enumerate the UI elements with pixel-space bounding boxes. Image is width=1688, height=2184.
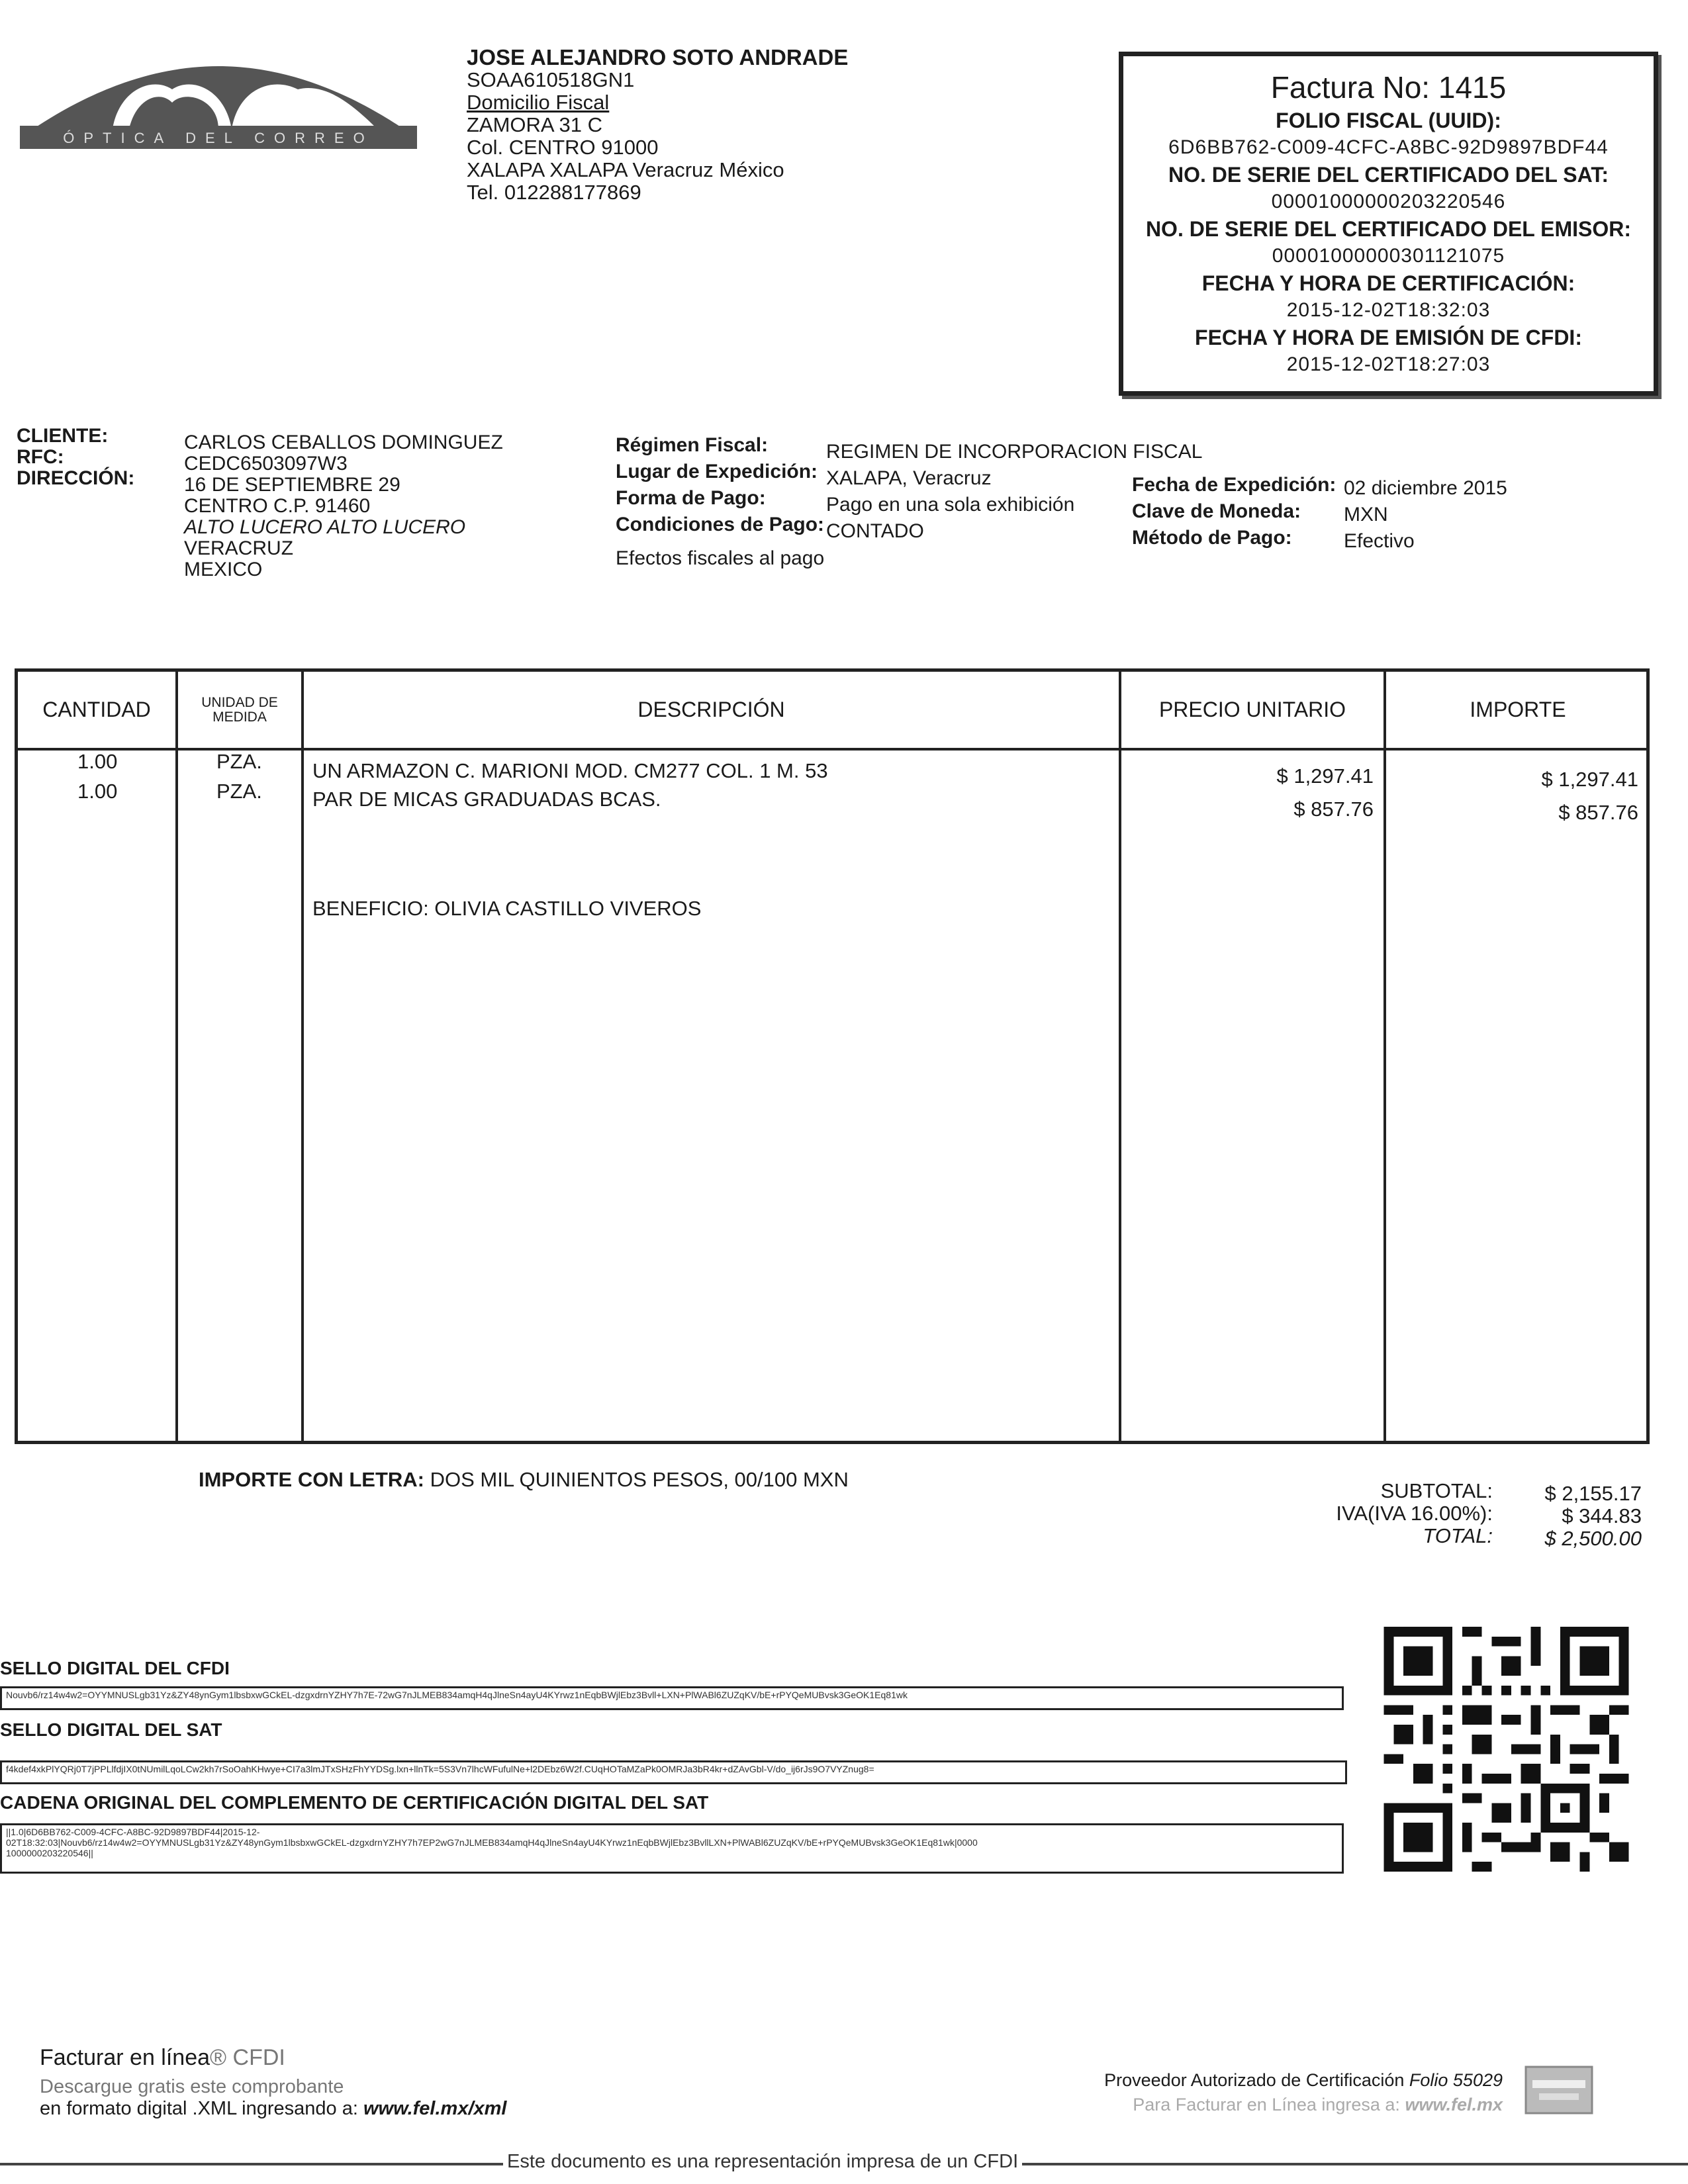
footer-xml-link[interactable]: www.fel.mx/xml: [363, 2098, 507, 2119]
folio-label: FOLIO FISCAL (UUID):: [1276, 109, 1501, 132]
footer-line-3-prefix: en formato digital .XML ingresando a:: [40, 2098, 363, 2119]
regimen-value: REGIMEN DE INCORPORACION FISCAL: [826, 441, 1203, 463]
totals-values: [1503, 1482, 1642, 1550]
emision-date-value: 2015-12-02T18:27:03: [1286, 353, 1491, 375]
proveedor-link[interactable]: www.fel.mx: [1405, 2095, 1503, 2115]
table-divider: [301, 672, 304, 1441]
forma-value: Pago en una sola exhibición: [826, 494, 1075, 516]
issuer-city: XALAPA XALAPA Veracruz México: [467, 158, 784, 181]
sello-sat-box: f4kdef4xkPlYQRj0T7jPPLlfdjIX0tNUmilLqoLCw2kh7rSoOahKHwye+CI7a3lmJTxSHzFhYYDSg.lxn+llnTk=5S3Vn7lhcWFufulNe+l2DEbz6W2f.CUqHOTaMZaPk0OMRJa3bR4kr+dZAvGbl-V/do_ij6rJs9O7VYZnug8=: [0, 1760, 1347, 1784]
beneficio-note: BENEFICIO: OLIVIA CASTILLO VIVEROS: [312, 897, 702, 920]
lugar-label: Lugar de Expedición:: [616, 461, 818, 482]
table-divider: [1383, 672, 1386, 1441]
row-1-unidad: PZA.: [216, 750, 262, 773]
emisor-cert-label: NO. DE SERIE DEL CERTIFICADO DEL EMISOR:: [1145, 217, 1632, 241]
moneda-label: Clave de Moneda:: [1132, 500, 1301, 522]
rfc-label: RFC:: [17, 446, 64, 468]
iva-label: IVA(IVA 16.00%):: [1336, 1502, 1493, 1525]
folio-value: 6D6BB762-C009-4CFC-A8BC-92D9897BDF44: [1168, 136, 1609, 158]
footer-left: [40, 2045, 506, 2120]
total-value: $ 2,500.00: [1544, 1527, 1642, 1550]
total-label: TOTAL:: [1423, 1524, 1493, 1547]
metodo-label: Método de Pago:: [1132, 527, 1292, 549]
client-addr-2: CENTRO C.P. 91460: [184, 495, 371, 517]
proveedor-prefix: Proveedor Autorizado de Certificación: [1104, 2070, 1409, 2090]
table-header-rule: [18, 748, 1646, 751]
footer-brand: [40, 2045, 506, 2071]
footer-line-2: Descargue gratis este comprobante: [40, 2076, 344, 2097]
condiciones-value: CONTADO: [826, 520, 924, 542]
row-2-cantidad: 1.00: [77, 780, 118, 803]
table-divider: [175, 672, 178, 1441]
footer-brand-suffix: ® CFDI: [210, 2045, 285, 2070]
sat-seal-icon: [1523, 2064, 1595, 2116]
importe-con-letra: [199, 1468, 849, 1492]
fecha-expedicion-value: 02 diciembre 2015: [1344, 477, 1507, 499]
fiscal-labels: [616, 435, 824, 541]
client-labels: [17, 426, 134, 489]
cadena-original-box: [0, 1823, 1344, 1874]
row-2-unidad: PZA.: [216, 780, 262, 803]
cadena-line-2: 02T18:32:03|Nouvb6/rz14w4w2=OYYMNUSLgb31Yz&ZY48ynGym1lbsbxwGCkEL-dzgxdrnYZHY7h7EP2wG7nJLMEB834amqH4qJlneSn4ayU4KYrwz1nEqbBWjlEbz3BvllLXN+PlWABl6ZUZqKV/bE+rPYQeMUBvsk3GeOK1Eq81wk|0000: [6, 1837, 978, 1848]
cert-date-value: 2015-12-02T18:32:03: [1286, 299, 1491, 321]
condiciones-label: Condiciones de Pago:: [616, 514, 825, 535]
issuer-block: [467, 46, 848, 204]
svg-text:ÓPTICA DEL CORREO: ÓPTICA DEL CORREO: [63, 130, 374, 146]
col-header-importe: IMPORTE: [1470, 698, 1566, 721]
fecha-expedicion-label: Fecha de Expedición:: [1132, 474, 1336, 496]
issuer-name: JOSE ALEJANDRO SOTO ANDRADE: [467, 45, 849, 69]
items-table: [15, 668, 1650, 1444]
expedicion-values: [1344, 478, 1507, 557]
optica-del-correo-logo: [20, 63, 417, 149]
subtotal-label: SUBTOTAL:: [1380, 1479, 1493, 1502]
footer-line-3: [40, 2098, 506, 2120]
row-1-importe: $ 1,297.41: [1541, 768, 1638, 791]
cert-date-label: FECHA Y HORA DE CERTIFICACIÓN:: [1201, 271, 1575, 295]
moneda-value: MXN: [1344, 504, 1388, 525]
table-divider: [1119, 672, 1121, 1441]
invoice-info-box: [1119, 52, 1658, 396]
client-addr-4: VERACRUZ: [184, 537, 294, 559]
cadena-line-3: 1000000203220546||: [6, 1848, 93, 1858]
proveedor-line-2-prefix: Para Facturar en Línea ingresa a:: [1133, 2095, 1405, 2115]
sello-cfdi-box: Nouvb6/rz14w4w2=OYYMNUSLgb31Yz&ZY48ynGym1lbsbxwGCkEL-dzgxdrnYZHY7h7E-72wG7nJLMEB834amqH4qJlneSn4ayU4KYrwz1nEqbBWjlEbz3Bvll+LXN+PlWABl6ZUZqKV/bE+rPYQeMUBvsk3GeOK1Eq81wk: [0, 1686, 1344, 1710]
client-addr-3: ALTO LUCERO ALTO LUCERO: [184, 516, 466, 538]
direccion-label: DIRECCIÓN:: [17, 467, 135, 489]
cadena-line-1: ||1.0|6D6BB762-C009-4CFC-A8BC-92D9897BDF44|2015-12-: [6, 1827, 260, 1837]
invoice-title: Factura No: 1415: [1270, 70, 1507, 105]
cliente-label: CLIENTE:: [17, 425, 109, 447]
issuer-rfc: SOAA610518GN1: [467, 68, 635, 91]
col-header-precio: PRECIO UNITARIO: [1158, 698, 1346, 721]
client-addr-1: 16 DE SEPTIEMBRE 29: [184, 474, 400, 496]
proveedor-folio: Folio 55029: [1409, 2070, 1503, 2090]
totals-labels: [1304, 1480, 1493, 1547]
row-1-descripcion: UN ARMAZON C. MARIONI MOD. CM277 COL. 1 M. 53: [312, 759, 828, 782]
forma-label: Forma de Pago:: [616, 487, 766, 509]
row-1-cantidad: 1.00: [77, 750, 118, 773]
expedicion-labels: [1132, 475, 1336, 554]
row-2-descripcion: PAR DE MICAS GRADUADAS BCAS.: [312, 788, 661, 811]
client-addr-5: MEXICO: [184, 559, 263, 580]
emisor-cert-value: 00001000000301121075: [1272, 245, 1505, 267]
col-header-cantidad: CANTIDAD: [42, 698, 151, 721]
letra-label: IMPORTE CON LETRA:: [199, 1468, 424, 1491]
regimen-label: Régimen Fiscal:: [616, 434, 769, 456]
issuer-domicilio-label: Domicilio Fiscal: [467, 91, 610, 114]
footer-right: [1059, 2070, 1503, 2115]
client-name: CARLOS CEBALLOS DOMINGUEZ: [184, 432, 503, 453]
sat-cert-value: 00001000000203220546: [1271, 191, 1506, 212]
representacion-impresa-text: Este documento es una representación impresa de un CFDI: [503, 2151, 1022, 2173]
issuer-tel: Tel. 012288177869: [467, 181, 641, 204]
row-1-precio: $ 1,297.41: [1276, 764, 1374, 788]
sello-sat-label: SELLO DIGITAL DEL SAT: [0, 1719, 222, 1740]
letra-value: DOS MIL QUINIENTOS PESOS, 00/100 MXN: [430, 1468, 849, 1491]
footer-brand-name: Facturar en línea: [40, 2045, 211, 2070]
sat-cert-label: NO. DE SERIE DEL CERTIFICADO DEL SAT:: [1168, 163, 1609, 187]
proveedor-line: [1059, 2070, 1503, 2091]
client-rfc: CEDC6503097W3: [184, 453, 348, 475]
issuer-street: ZAMORA 31 C: [467, 113, 602, 136]
row-2-importe: $ 857.76: [1558, 801, 1638, 824]
col-header-unidad: UNIDAD DE MEDIDA: [201, 694, 278, 725]
issuer-colonia: Col. CENTRO 91000: [467, 136, 659, 159]
proveedor-line-2: [1059, 2095, 1503, 2115]
subtotal-value: $ 2,155.17: [1544, 1482, 1642, 1505]
col-header-descripcion: DESCRIPCIÓN: [637, 698, 785, 721]
metodo-value: Efectivo: [1344, 530, 1415, 552]
efectos-fiscales: Efectos fiscales al pago: [616, 547, 825, 569]
lugar-value: XALAPA, Veracruz: [826, 467, 992, 489]
qr-code: [1382, 1627, 1630, 1872]
iva-value: $ 344.83: [1562, 1504, 1642, 1527]
cadena-original-label: CADENA ORIGINAL DEL COMPLEMENTO DE CERTIFICACIÓN DIGITAL DEL SAT: [0, 1792, 709, 1813]
emision-date-label: FECHA Y HORA DE EMISIÓN DE CFDI:: [1195, 326, 1582, 349]
row-2-precio: $ 857.76: [1293, 797, 1374, 821]
sello-cfdi-label: SELLO DIGITAL DEL CFDI: [0, 1658, 230, 1678]
client-values: [184, 432, 503, 580]
